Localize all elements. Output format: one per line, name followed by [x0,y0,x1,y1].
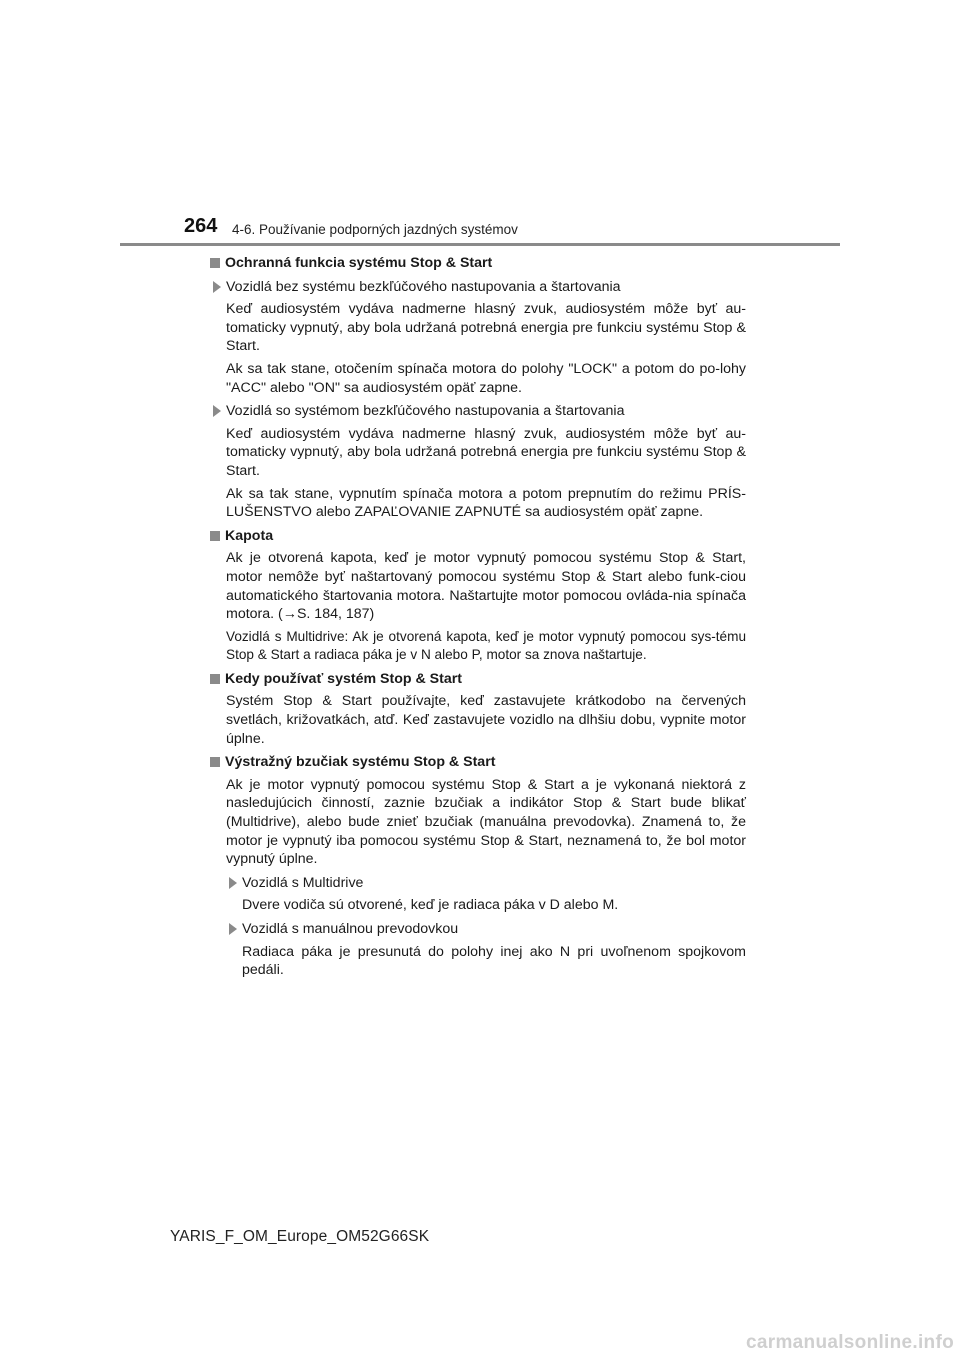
square-bullet-icon [210,674,220,684]
section-title: 4-6. Používanie podporných jazdných systémov [232,222,518,237]
bullet-text: Vozidlá s Multidrive [242,874,364,891]
section-hood [210,527,746,665]
heading-text: Výstražný bzučiak systému Stop & Start [225,754,496,771]
section-warning-buzzer [210,753,746,980]
paragraph: Ak sa tak stane, vypnutím spínača motora a potom prepnutím do režimu PRÍS-LUŠENSTVO alebo ZAPAĽOVANIE ZAPNUTÉ sa audiosystém opäť zapne. [226,485,746,521]
bullet-item [226,920,746,939]
triangle-bullet-icon [229,877,237,889]
paragraph: Keď audiosystém vydáva nadmerne hlasný zvuk, audiosystém môže byť au-tomaticky vypnutý, aby bola udržaná potrebná energia pre funkciu systému Stop & Start. [226,425,746,479]
section-stop-start-protection [210,254,746,522]
header-rule [120,243,840,246]
section-heading [210,527,746,546]
page-number: 264 [184,215,218,237]
bullet-item [210,278,746,297]
page-header [0,0,960,250]
heading-text: Kedy používať systém Stop & Start [225,670,463,687]
section-heading [210,753,746,772]
watermark: carmanualsonline.info [746,1332,954,1353]
section-when-to-use [210,670,746,748]
bullet-text: Vozidlá s manuálnou prevodovkou [242,921,459,937]
square-bullet-icon [210,531,220,541]
paragraph: Ak je motor vypnutý pomocou systému Stop & Start a je vykonaná niektorá z nasledujúcich činností, zaznie bzučiak a indikátor Stop & Start bude blikať (Multidrive), alebo bude znieť bzučiak (manuálna prevodovka). Znamená to, že motor je vypnutý iba pomocou systému Stop & Start, neznamená to, že bol motor vypnutý úplne. [226,776,746,868]
square-bullet-icon [210,757,220,767]
document-code: YARIS_F_OM_Europe_OM52G66SK [170,1228,430,1245]
bullet-item [210,402,746,421]
bullet-item [226,874,746,893]
section-heading [210,670,746,689]
paragraph: Keď audiosystém vydáva nadmerne hlasný zvuk, audiosystém môže byť au-tomaticky vypnutý, aby bola udržaná potrebná energia pre funkciu systému Stop & Start. [226,301,746,355]
heading-text: Kapota [225,527,274,544]
heading-text: Ochranná funkcia systému Stop & Start [225,255,493,271]
paragraph: Vozidlá s Multidrive: Ak je otvorená kapota, keď je motor vypnutý pomocou sys-tému Stop & Start a radiaca páka je v N alebo P, motor sa znova naštartuje. [226,628,746,663]
section-heading [210,254,746,273]
bullet-text: Vozidlá so systémom bezkľúčového nastupovania a štartovania [226,403,625,420]
triangle-bullet-icon [229,923,237,935]
triangle-bullet-icon [213,281,221,293]
paragraph: Dvere vodiča sú otvorené, keď je radiaca páka v D alebo M. [242,897,619,914]
square-bullet-icon [210,258,220,268]
paragraph: Ak sa tak stane, otočením spínača motora do polohy "LOCK" a potom do po-lohy "ACC" alebo "ON" sa audiosystém opäť zapne. [226,360,746,396]
page-content [210,254,746,984]
sub-list [210,874,746,980]
paragraph: Radiaca páka je presunutá do polohy inej ako N pri uvoľnenom spojkovom pedáli. [242,943,746,979]
paragraph: Ak je otvorená kapota, keď je motor vypnutý pomocou systému Stop & Start, motor nemôže byť naštartovaný pomocou systému Stop & Start alebo funk-ciou automatického štartovania motora. Naštartujte motor pomocou ovláda-nia spínača motora. (→S. 184, 187) [226,550,746,623]
bullet-text: Vozidlá bez systému bezkľúčového nastupovania a štartovania [226,278,621,295]
paragraph: Systém Stop & Start používajte, keď zastavujete krátkodobo na červených svetlách, križovatkách, atď. Keď zastavujete vozidlo na dlhšiu dobu, vypnite motor úplne. [226,693,746,747]
triangle-bullet-icon [213,405,221,417]
